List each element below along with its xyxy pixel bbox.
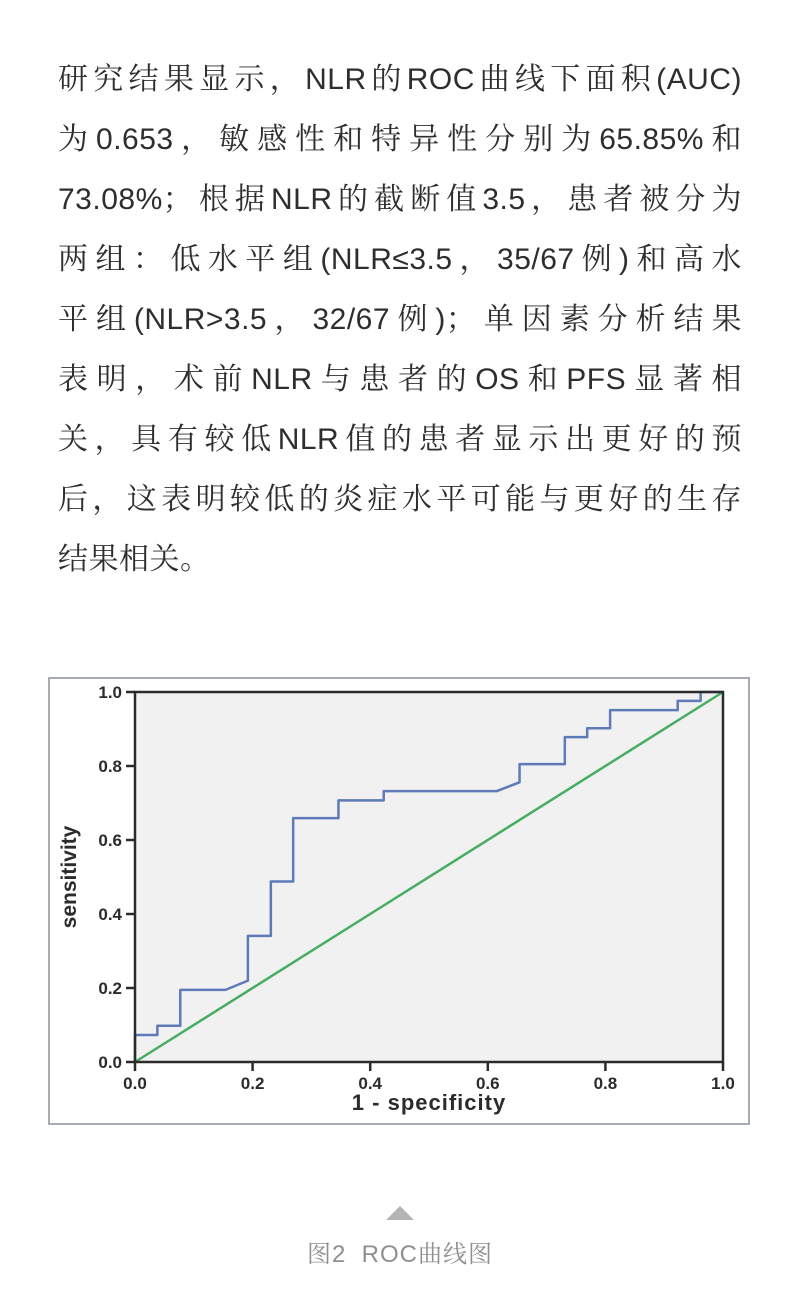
- y-axis-tick-label: 0.0: [98, 1053, 122, 1072]
- y-axis-tick-label: 0.8: [98, 757, 122, 776]
- collapse-triangle-icon[interactable]: [386, 1206, 414, 1220]
- y-axis-label: sensitivity: [58, 825, 81, 929]
- x-axis-tick-label: 1.0: [711, 1074, 735, 1093]
- paragraph-line: 关，具有较低NLR值的患者显示出更好的预: [58, 423, 742, 456]
- paragraph-line: 两组：低水平组(NLR≤3.5，35/67例)和高水: [58, 243, 742, 276]
- x-axis-tick-label: 0.2: [240, 1074, 265, 1093]
- roc-chart: [50, 679, 748, 1123]
- paragraph-line: 研究结果显示，NLR的ROC曲线下面积(AUC): [58, 63, 742, 96]
- x-axis-tick-label: 0.4: [358, 1074, 383, 1093]
- y-axis-tick-label: 0.4: [98, 905, 122, 924]
- x-axis-label: 1 - specificity: [351, 1090, 507, 1115]
- x-axis-tick-label: 0.8: [593, 1074, 618, 1093]
- y-axis-tick-label: 0.6: [98, 831, 122, 850]
- figure-collapse-control: [0, 1206, 800, 1220]
- paragraph-line: 结果相关。: [58, 543, 211, 576]
- paragraph-line: 73.08%；根据NLR的截断值3.5，患者被分为: [58, 183, 742, 216]
- figure-caption: 图2 ROC曲线图: [306, 1241, 493, 1268]
- paragraph-line: 为0.653，敏感性和特异性分别为65.85%和: [58, 123, 742, 156]
- paragraph-line: 平组(NLR>3.5，32/67例)；单因素分析结果: [58, 303, 742, 336]
- roc-figure: [48, 677, 750, 1125]
- paragraph: [58, 50, 742, 590]
- x-axis-tick-label: 0.0: [123, 1074, 147, 1093]
- y-axis-tick-label: 0.2: [98, 979, 122, 998]
- y-axis-tick-label: 1.0: [98, 683, 122, 702]
- paragraph-line: 表明，术前NLR与患者的OS和PFS显著相: [58, 363, 742, 396]
- x-axis-tick-label: 0.6: [475, 1074, 500, 1093]
- paragraph-line: 后，这表明较低的炎症水平可能与更好的生存: [58, 483, 742, 516]
